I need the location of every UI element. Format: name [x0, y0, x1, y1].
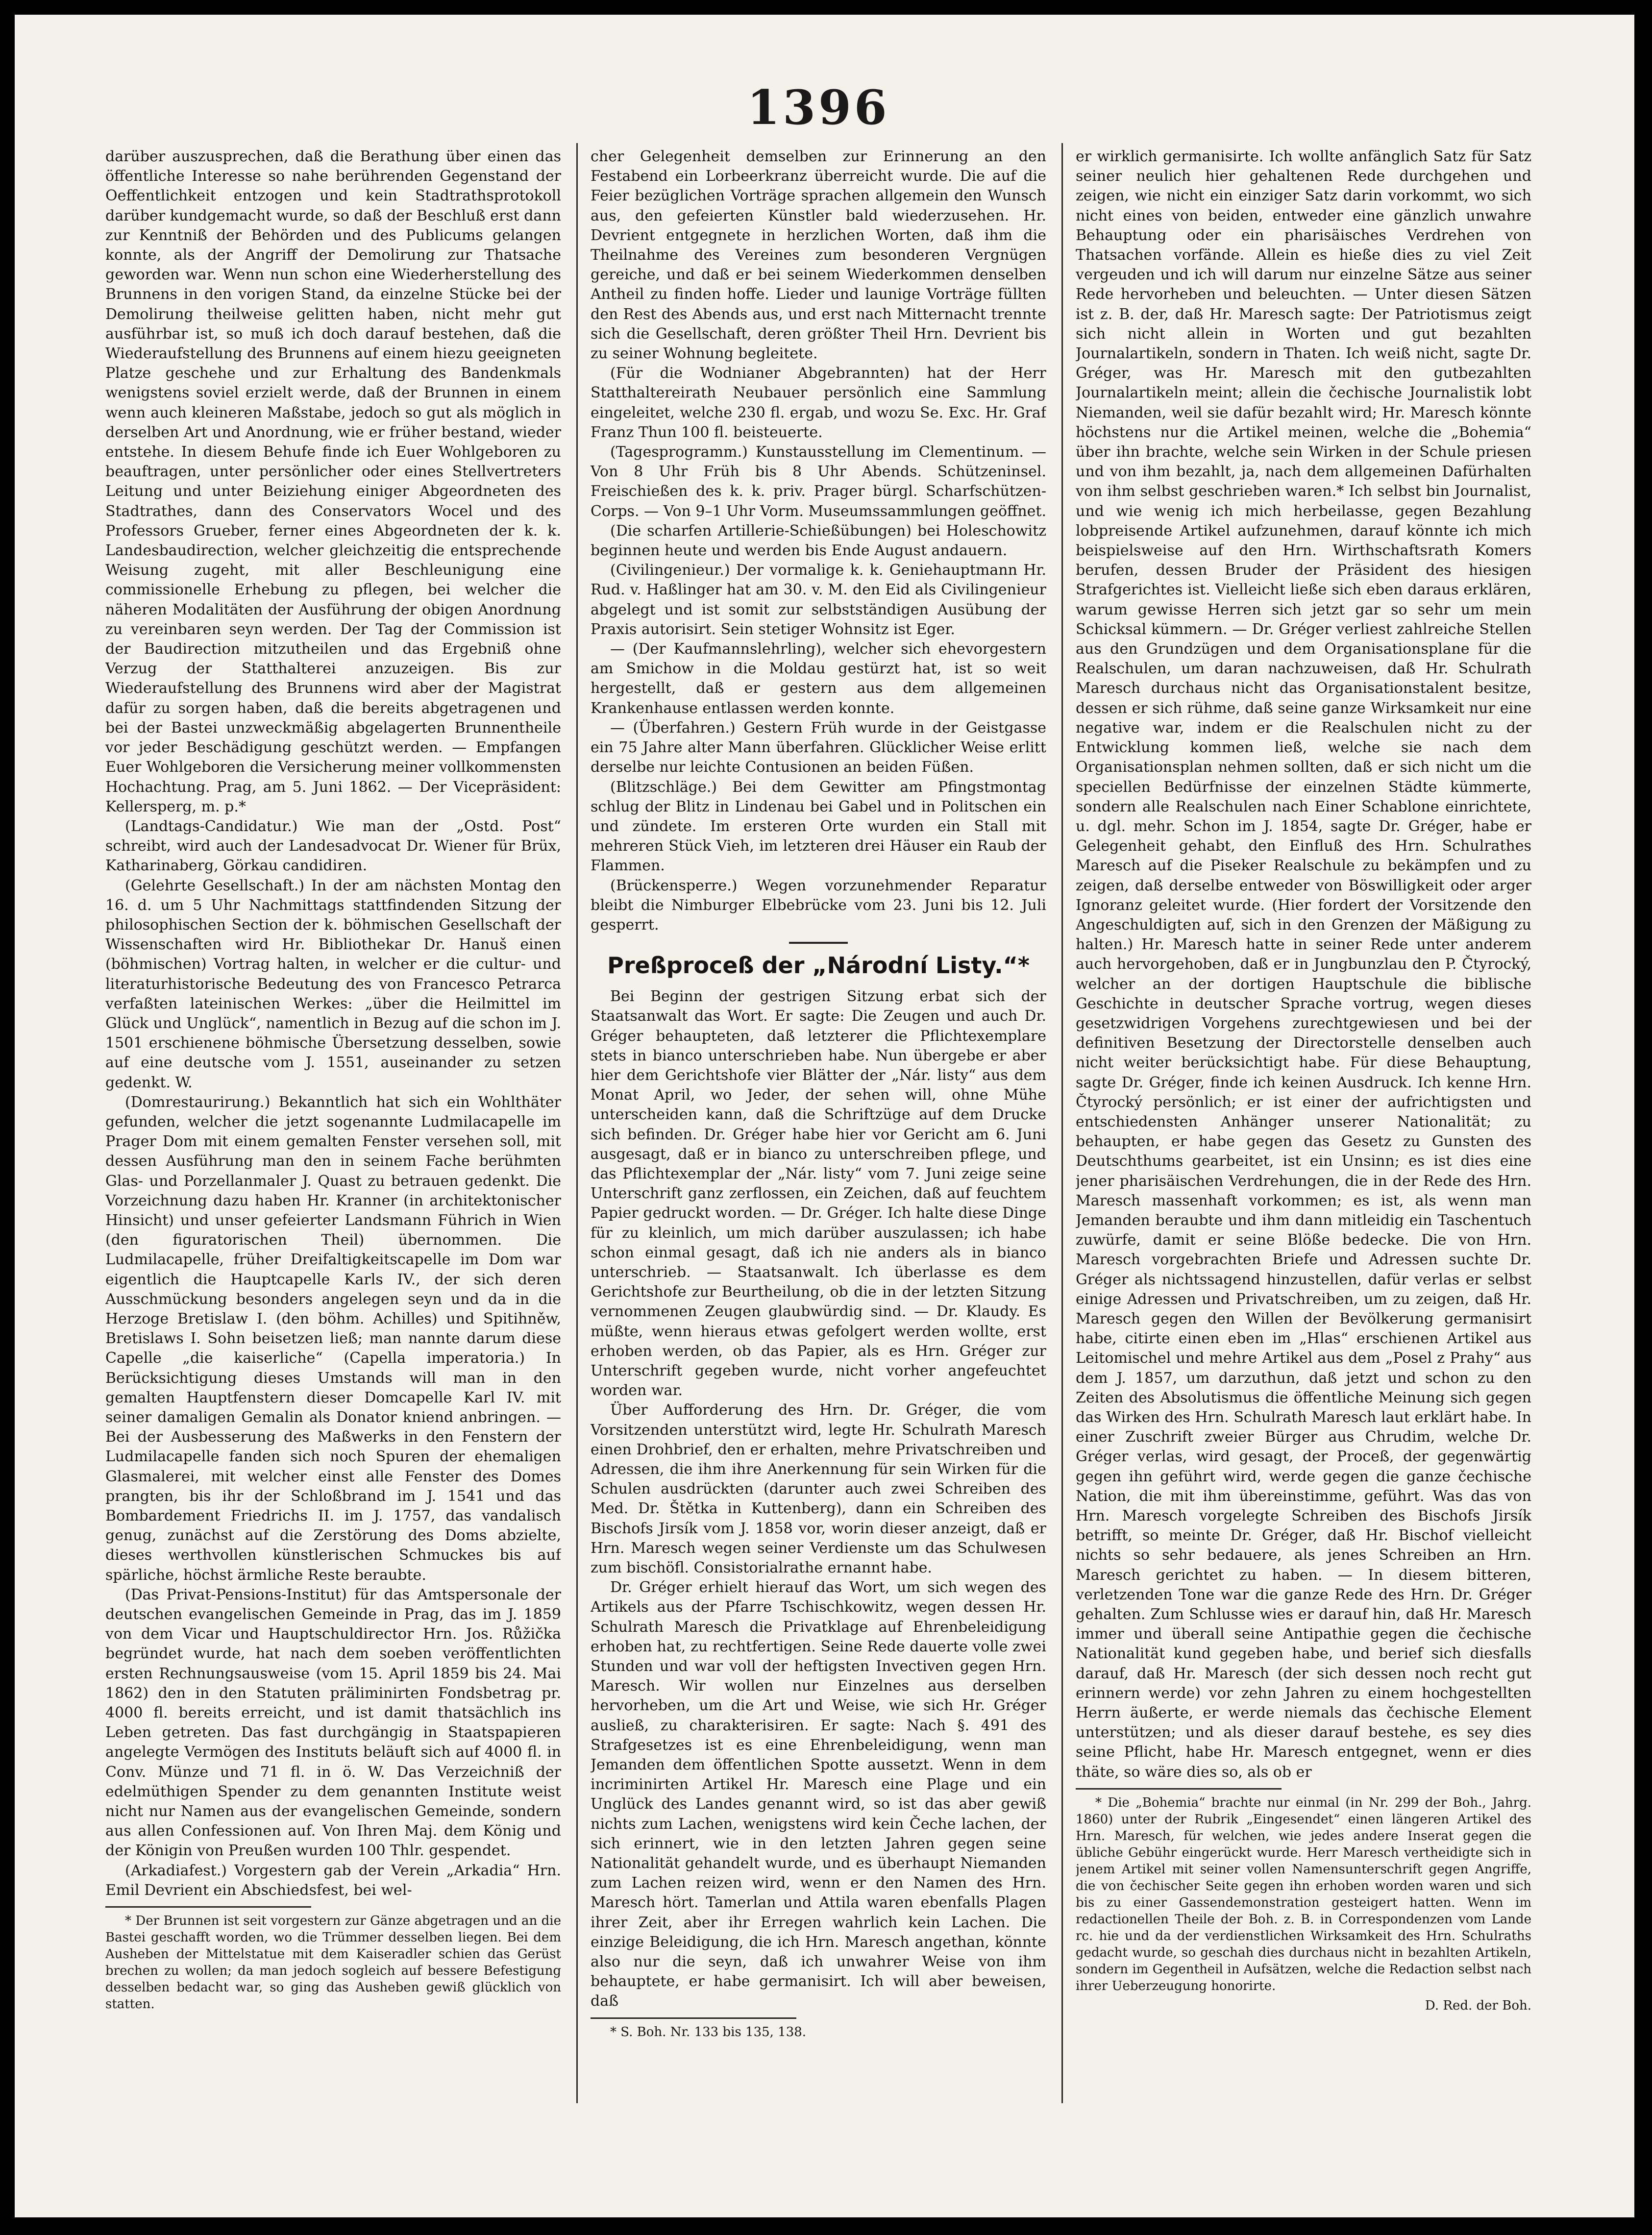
paragraph: cher Gelegenheit demselben zur Erinnerung an den Festabend ein Lorbeerkranz überreicht wurde. Die auf die Feier bezüglichen Vorträge sprachen allgemein den Wunsch aus, den gefeierten Künstler bald wiederzusehen. Hr. Devrient entgegnete in herzlichen Worten, daß ihm die Theilnahme des Vereines zum besonderen Vergnügen gereiche, und daß er bei seinem Wiederkommen denselben Antheil zu finden hoffe. Lieder und launige Vorträge füllten den Rest des Abends aus, und erst nach Mitternacht trennte sich die Gesellschaft, deren größter Theil Hrn. Devrient bis zu seiner Wohnung begleitete. — [591, 148, 1046, 363]
column-left — [105, 143, 561, 2137]
column-right — [1076, 143, 1531, 2137]
footnote-divider — [105, 1906, 311, 1908]
column-divider — [576, 143, 578, 2103]
footnote-divider — [1076, 1788, 1282, 1790]
page-number: 1396 — [747, 80, 890, 135]
paragraph: (Blitzschläge.) Bei dem Gewitter am Pfingstmontag schlug der Blitz in Lindenau bei Gabel und in Politschen ein und zündete. Im ersteren Orte wurden ein Stall mit mehreren Stück Vieh, im letzteren drei Häuser ein Raub der Flammen. — [591, 778, 1046, 875]
paragraph: — (Überfahren.) Gestern Früh wurde in der Geistgasse ein 75 Jahre alter Mann überfahren. Glücklicher Weise erlitt derselbe nur leichte Contusionen an beiden Füßen. — [591, 719, 1046, 776]
paragraph: Bei Beginn der gestrigen Sitzung erbat sich der Staatsanwalt das Wort. Er sagte: Die Zeugen und auch Dr. Gréger behaupteten, daß letzterer die Pflichtexemplare stets in bianco unterschrieben habe. Nun übergebe er aber hier dem Gerichtshofe vier Blätter der „Nár. listy“ aus dem Monat April, wo Jeder, der sehen will, ohne Mühe unterscheiden kann, daß die Schriftzüge auf dem Drucke sich befinden. Dr. Gréger habe hier vor Gericht am 6. Juni ausgesagt, daß er in bianco zu unterschreiben pflege, und das Pflichtexemplar der „Nár. listy“ vom 7. Juni zeige seine Unterschrift ganz zerflossen, ein Zeichen, daß auf feuchtem Papier gedruckt worden. — Dr. Gréger. Ich halte diese Dinge für zu kleinlich, um mich darüber auszulassen; ich habe schon einmal gesagt, daß ich nie anders als in bianco unterschrieb. — Staatsanwalt. Ich überlasse es dem Gerichtshofe zur Beurtheilung, ob die in der letzten Sitzung vernommenen Zeugen glaubwürdig sind. — Dr. Klaudy. Es müßte, wenn hieraus etwas gefolgert werden wollte, erst erhoben werden, ob das Papier, als es Hrn. Gréger zur Unterschrift gegeben wurde, nicht vorher angefeuchtet worden war. — [591, 988, 1046, 1400]
paragraph: (Die scharfen Artillerie-Schießübungen) bei Holeschowitz beginnen heute und werden bis Ende August andauern. — [591, 522, 1046, 560]
paragraph: (Landtags-Candidatur.) Wie man der „Ostd. Post“ schreibt, wird auch der Landesadvocat Dr. Wiener für Brüx, Katharinaberg, Görkau candidiren. — [105, 817, 561, 875]
footnote-divider — [591, 2017, 796, 2019]
footnote-signature: D. Red. der Boh. — [1425, 1998, 1531, 2013]
paragraph: (Civilingenieur.) Der vormalige k. k. Geniehauptmann Hr. Rud. v. Haßlinger hat am 30. v. M. den Eid als Civilingenieur abgelegt und ist somit zur selbstständigen Ausübung der Praxis autorisirt. Sein stetiger Wohnsitz ist Eger. — [591, 562, 1046, 638]
paragraph: er wirklich germanisirte. Ich wollte anfänglich Satz für Satz seiner neulich hier gehaltenen Rede durchgehen und zeigen, wie nicht ein einziger Satz darin vorkommt, wo sich nicht eines von beiden, entweder eine gänzlich unwahre Behauptung oder ein pharisäisches Verdrehen von Thatsachen vorfände. Allein es hieße dies zu viel Zeit vergeuden und ich will darum nur einzelne Sätze aus seiner Rede hervorheben und beleuchten. — Unter diesen Sätzen ist z. B. der, daß Hr. Maresch sagte: Der Patriotismus zeigt sich nicht allein in Worten und gut bezahlten Journalartikeln, sondern in Thaten. Ich weiß nicht, sagte Dr. Gréger, was Hr. Maresch mit den gutbezahlten Journalartikeln meint; allein die čechische Journalistik lobt Niemanden, weil sie dafür bezahlt wird; Hr. Maresch könnte höchstens nur die Artikel meinen, welche die „Bohemia“ über ihn brachte, welche sein Wirken in der Schule priesen und von ihm bezahlt, ja, nach dem allgemeinen Dafürhalten von ihm selbst geschrieben waren.* Ich selbst bin Journalist, und wie wenig ich mich herbeilasse, gegen Bezahlung lobpreisende Artikel aufzunehmen, darauf könnte ich mich beispielsweise auf den Hrn. Wirthschaftsrath Komers berufen, dessen Bruder der Präsident des hiesigen Strafgerichtes ist. Vielleicht ließe sich eben daraus erklären, warum gewisse Herren sich jetzt gar so sehr um mein Schicksal kümmern. — Dr. Gréger verliest zahlreiche Stellen aus den Grundzügen und dem Organisationsplane für die Realschulen, um daran nachzuweisen, daß Hr. Schulrath Maresch durchaus nicht das Organisationstalent besitze, dessen er sich rühme, daß seine ganze Wirksamkeit nur eine negative war, indem er die Realschulen nicht zu der Entwicklung kommen ließ, welche sie nach dem Organisationsplan nehmen sollten, daß er sich nicht um die speciellen Bedürfnisse der einzelnen Städte kümmerte, sondern alle Realschulen nach Einer Schablone einrichtete, u. dgl. mehr. Schon im J. 1854, sagte Dr. Gréger, habe er Gelegenheit gehabt, den Einfluß des Hrn. Schulrathes Maresch auf die Piseker Realschule zu bekämpfen und zu zeigen, daß derselbe entweder von Böswilligkeit oder arger Ignoranz geleitet wurde. (Hier fordert der Vorsitzende den Angeschuldigten auf, sich in den Grenzen der Mäßigung zu halten.) Hr. Maresch hatte in seiner Rede unter anderem auch hervorgehoben, daß er in Jungbunzlau den P. Čtyrocký, welcher an der dortigen Hauptschule die biblische Geschichte in deutscher Sprache vortrug, wegen dieses gesetzwidrigen Vorgehens zurechtgewiesen und bei der definitiven Besetzung der Directorstelle denselben auch nicht weiter berücksichtigt habe. Für diese Behauptung, sagte Dr. Gréger, finde ich keinen Ausdruck. Ich kenne Hrn. Čtyrocký persönlich; er ist einer der aufrichtigsten und entschiedensten Anhänger unserer Nationalität; zu behaupten, er habe gegen das Gesetz zu Gunsten des Deutschthums gearbeitet, ist ein Unsinn; es ist dies eine jener pharisäischen Verdrehungen, die in der Rede des Hrn. Maresch massenhaft vorkommen; es ist, als wenn man Jemanden beraubte und ihm dann mitleidig ein Taschentuch zuwürfe, damit er seine Blöße bedecke. Die von Hrn. Maresch vorgebrachten Briefe und Adressen suchte Dr. Gréger als nichtssagend hinzustellen, dafür verlas er selbst einige Adressen und Privatschreiben, um zu zeigen, daß Hr. Maresch gegen den Willen der Bevölkerung germanisirt habe, citirte einen eben im „Hlas“ erschienen Artikel aus Leitomischel und mehre Artikel aus dem „Posel z Prahy“ aus dem J. 1857, um darzuthun, daß jetzt und schon zu den Zeiten des Absolutismus die öffentliche Meinung sich gegen das Wirken des Hrn. Schulrath Maresch laut erklärt habe. In einer Zuschrift zweier Bürger aus Chrudim, welche Dr. Gréger verlas, wird gesagt, der Proceß, der gegenwärtig gegen ihn geführt wird, werde gegen die ganze čechische Nation, die mit ihm übereinstimme, geführt. Was das von Hrn. Maresch vorgelegte Schreiben des Bischofs Jirsík betrifft, so meinte Dr. Gréger, daß Hr. Bischof vielleicht nichts so sehr bedauere, als jenes Schreiben an Hrn. Maresch gerichtet zu haben. — In diesem bitteren, verletzenden Tone war die ganze Rede des Hrn. Dr. Gréger gehalten. Zum Schlusse wies er darauf hin, daß Hr. Maresch immer und überall seine Antipathie gegen die čechische Nationalität kund gegeben habe, und berief sich diesfalls darauf, daß Hr. Maresch (der sich dessen noch recht gut erinnern werde) vor zehn Jahren zu einem hochgestellten Herrn äußerte, er werde niemals das čechische Element unterstützen; und als dieser darauf bestehe, es sey dies seine Pflicht, habe Hr. Maresch entgegnet, wenn er dies thäte, so wäre dies so, als ob er — [1076, 148, 1531, 1781]
paper-sheet — [15, 15, 1634, 2217]
footnote: * S. Boh. Nr. 133 bis 135, 138. — [610, 2024, 807, 2039]
paragraph: (Das Privat-Pensions-Institut) für das Amtspersonale der deutschen evangelischen Gemeinde in Prag, das im J. 1859 von dem Vicar und Hauptschuldirector Hrn. Jos. Růžička begründet wurde, hat nach dem soeben veröffentlichten ersten Rechnungsausweise (vom 15. April 1859 bis 24. Mai 1862) den in den Statuten präliminirten Fondsbetrag pr. 4000 fl. bereits erreicht, und ist damit thatsächlich ins Leben getreten. Das fast durchgängig in Staatspapieren angelegte Vermögen des Instituts beläuft sich auf 4000 fl. in Conv. Münze und 71 fl. in ö. W. Das Verzeichniß der edelmüthigen Spender zu dem genannten Institute weist nicht nur Namen aus der evangelischen Gemeinde, sondern aus allen Confessionen auf. Von Ihren Maj. dem König und der Königin von Preußen wurden 100 Thlr. gespendet. — [105, 1586, 561, 1860]
column-divider — [1061, 143, 1063, 2103]
paragraph: (Arkadiafest.) Vorgestern gab der Verein „Arkadia“ Hrn. Emil Devrient ein Abschiedsfest, bei wel- — [105, 1862, 561, 1899]
paragraph: (Für die Wodnianer Abgebrannten) hat der Herr Statthaltereirath Neubauer persönlich eine Sammlung eingeleitet, welche 230 fl. ergab, und wozu Se. Exc. Hr. Graf Franz Thun 100 fl. beisteuerte. — [591, 365, 1046, 441]
footnote: * Der Brunnen ist seit vorgestern zur Gänze abgetragen und an die Bastei geschafft worden, wo die Trümmer desselben liegen. Bei dem Ausheben der Mittelstatue mit dem Kaiseradler schien das Gerüst brechen zu wollen; da man jedoch sogleich auf bessere Befestigung desselben bedacht war, so ging das Ausheben gewiß glücklich von statten. — [105, 1914, 561, 2012]
column-middle — [591, 143, 1046, 2137]
paragraph: (Domrestaurirung.) Bekanntlich hat sich ein Wohlthäter gefunden, welcher die jetzt sogenannte Ludmilacapelle im Prager Dom mit einem gemalten Fenster versehen soll, mit dessen Ausführung man den in seinem Fache berühmten Glas- und Porzellanmaler J. Quast zu betrauen gedenkt. Die Vorzeichnung dazu haben Hr. Kranner (in architektonischer Hinsicht) und unser gefeierter Landsmann Führich in Wien (den figuratorischen Theil) übernommen. Die Ludmilacapelle, früher Dreifaltigkeitscapelle im Dom war eigentlich die Hauptcapelle Karls IV., der sich deren Ausschmückung besonders angelegen seyn und da in die Herzoge Bretislaw I. (den böhm. Achilles) und Spitihněw, Bretislaws I. Sohn beisetzen ließ; man nannte darum diese Capelle „die kaiserliche“ (Capella imperatoria.) In Berücksichtigung dieses Umstands will man in den gemalten Hauptfenstern dieser Domcapelle Karl IV. mit seiner damaligen Gemalin als Donator kniend anbringen. — Bei der Ausbesserung des Maßwerks in den Fenstern der Ludmilacapelle fanden sich noch Spuren der ehemaligen Glasmalerei, mit welcher einst alle Fenster des Domes prangten, bis ihr der Schloßbrand im J. 1541 und das Bombardement Friedrichs II. im J. 1757, das vandalisch genug, zunächst auf die Zerstörung des Doms abzielte, dieses werthvollen künstlerischen Schmuckes bis auf spärliche, höchst ärmliche Reste beraubte. — [105, 1093, 561, 1584]
paragraph: Dr. Gréger erhielt hierauf das Wort, um sich wegen des Artikels aus der Pfarre Tschischkowitz, wegen dessen Hr. Schulrath Maresch die Privatklage auf Ehrenbeleidigung erhoben hat, zu rechtfertigen. Seine Rede dauerte volle zwei Stunden und war voll der heftigsten Invectiven gegen Hrn. Maresch. Wir wollen nur Einzelnes aus derselben hervorheben, um die Art und Weise, wie sich Hr. Gréger ausließ, zu charakterisiren. Er sagte: Nach §. 491 des Strafgesetzes ist es eine Ehrenbeleidigung, wenn man Jemanden dem öffentlichen Spotte aussetzt. Wenn in dem incriminirten Artikel Hr. Maresch eine Plage und ein Unglück des Landes genannt wird, so ist das aber gewiß nichts zum Lachen, wenigstens wird kein Čeche lachen, der sich erinnert, wie in den letzten Jahren gegen seine Nationalität gehandelt wurde, und es überhaupt Niemanden zum Lachen reizen wird, wenn er den Namen des Hrn. Maresch hört. Tamerlan und Attila waren ebenfalls Plagen ihrer Zeit, aber ihr Erregen wahrlich kein Lachen. Die einzige Beleidigung, die ich Hrn. Maresch angethan, könnte also nur die seyn, daß ich unwahrer Weise von ihm behauptete, er habe germanisirt. Ich will aber beweisen, daß — [591, 1579, 1046, 2010]
paragraph: — (Der Kaufmannslehrling), welcher sich ehevorgestern am Smichow in die Moldau gestürzt hat, ist so weit hergestellt, daß er gestern aus dem allgemeinen Krankenhause entlassen werden konnte. — [591, 640, 1046, 717]
paragraph: (Tagesprogramm.) Kunstausstellung im Clementinum. — Von 8 Uhr Früh bis 8 Uhr Abends. Schützeninsel. Freischießen des k. k. priv. Prager bürgl. Scharfschützen-Corps. — Von 9–1 Uhr Vorm. Museumssammlungen geöffnet. — [591, 443, 1046, 520]
paragraph: darüber auszusprechen, daß die Berathung über einen das öffentliche Interesse so nahe berührenden Gegenstand der Oeffentlichkeit entzogen und kein Stadtrathsprotokoll darüber kundgemacht wurde, so daß der Beschluß erst dann zur Kenntniß der Behörden und des Publicums gelangen konnte, als der Angriff der Demolirung zur Thatsache geworden war. Wenn nun schon eine Wiederherstellung des Brunnens in den vorigen Stand, da einzelne Stücke bei der Demolirung theilweise gelitten haben, nicht mehr gut ausführbar ist, so muß ich doch darauf bestehen, daß die Wiederaufstellung des Brunnens auf einem hiezu geeigneten Platze geschehe und zur Erhaltung des Bandenkmals wenigstens soviel erzielt werde, daß der Brunnen in einem wenn auch kleineren Maßstabe, jedoch so gut als möglich in derselben Art und Anordnung, wie er früher bestand, wieder entstehe. In diesem Behufe finde ich Euer Wohlgeboren zu beauftragen, unter persönlicher oder eines Stellvertreters Leitung und unter Beiziehung einiger Abgeordneten des Stadtrathes, dann des Conservators Wocel und des Professors Grueber, ferner eines Abgeordneten der k. k. Landesbaudirection, welcher gleichzeitig die entsprechende Weisung zugeht, mit aller Beschleunigung eine commissionelle Erhebung zu pflegen, bei welcher die näheren Modalitäten der Ausführung der obigen Anordnung zu vereinbaren seyn werden. Der Tag der Commission ist der Baudirection mitzutheilen und das Ergebniß ohne Verzug der Statthalterei anzuzeigen. Bis zur Wiederaufstellung des Brunnens wird aber der Magistrat dafür zu sorgen haben, daß die bereits abgetragenen und bei der Bastei unzweckmäßig abgelagerten Brunnentheile vor jeder Beschädigung geschützt werden. — Empfangen Euer Wohlgeboren die Versicherung meiner vollkommensten Hochachtung. Prag, am 5. Juni 1862. — Der Vicepräsident: Kellersperg, m. p.* — [105, 148, 561, 815]
footnote: * Die „Bohemia“ brachte nur einmal (in Nr. 299 der Boh., Jahrg. 1860) unter der Rubrik „Eingesendet“ einen längeren Artikel des Hrn. Maresch, für welchen, wie jedes andere Inserat gegen die übliche Gebühr eingerückt wurde. Herr Maresch vertheidigte sich in jenem Artikel mit seiner vollen Namensunterschrift gegen Angriffe, die von čechischer Seite gegen ihn erhoben worden waren und sich bis zu einer Gassendemonstration gesteigert hatten. Wenn im redactionellen Theile der Boh. z. B. in Correspondenzen vom Lande rc. hie und da der verdienstlichen Wirksamkeit des Hrn. Schulraths gedacht wurde, so geschah dies durchaus nicht in bezahlten Artikeln, sondern im Gegentheil in Aufsätzen, welche die Redaction selbst nach ihrer Ueberzeugung honorirte. — [1076, 1795, 1531, 1993]
paragraph: Über Aufforderung des Hrn. Dr. Gréger, die vom Vorsitzenden unterstützt wird, legte Hr. Schulrath Maresch einen Drohbrief, den er erhalten, mehre Privatschreiben und Adressen, die ihm ihre Anerkennung für sein Wirken für die Schulen ausdrückten (darunter auch zwei Schreiben des Med. Dr. Štětka in Kuttenberg), dann ein Schreiben des Bischofs Jirsík vom J. 1858 vor, worin dieser anzeigt, daß er Hrn. Maresch wegen seiner Verdienste um das Schulwesen zum bischöfl. Consistorialrathe ernannt habe. — [591, 1401, 1046, 1577]
paragraph: (Gelehrte Gesellschaft.) In der am nächsten Montag den 16. d. um 5 Uhr Nachmittags stattfindenden Sitzung der philosophischen Section der k. böhmischen Gesellschaft der Wissenschaften wird Hr. Bibliothekar Dr. Hanuš einen (böhmischen) Vortrag halten, in welcher er die cultur- und literaturhistorische Bedeutung des von Francesco Petrarca verfaßten lateinischen Werkes: „über die Heilmittel im Glück und Unglück“, namentlich in Bezug auf die schon im J. 1501 erschienene böhmische Übersetzung desselben, sowie auf eine deutsche vom J. 1551, auseinander zu setzen gedenkt. W. — [105, 877, 561, 1091]
article-heading: Preßproceß der „Národní Listy.“* — [607, 952, 1030, 979]
paragraph: (Brückensperre.) Wegen vorzunehmender Reparatur bleibt die Nimburger Elbebrücke vom 23. Juni bis 12. Juli gesperrt. — [591, 877, 1046, 933]
section-separator — [789, 942, 848, 944]
